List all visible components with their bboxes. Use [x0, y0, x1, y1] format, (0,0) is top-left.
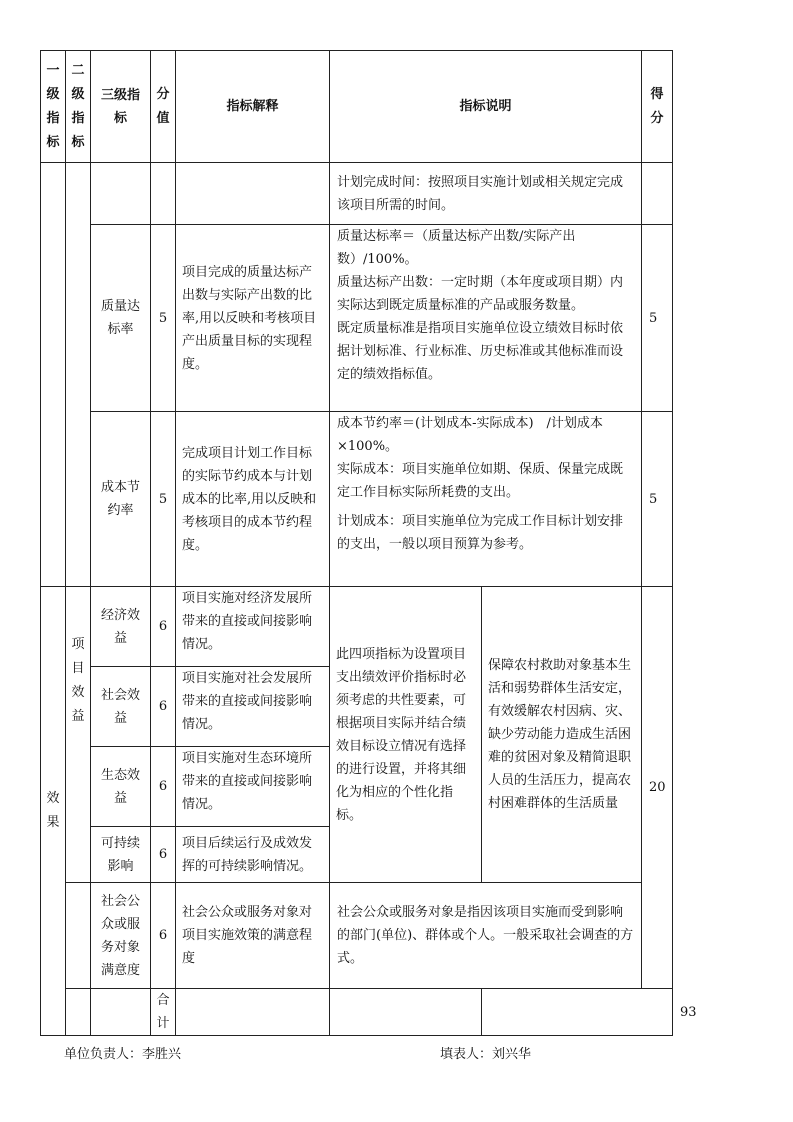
satisfaction-name: 社会公众或服务对象满意度	[91, 883, 151, 989]
economic-explanation: 项目实施对经济发展所带来的直接或间接影响情况。	[176, 587, 330, 667]
timeliness-description: 计划完成时间：按照项目实施计划或相关规定完成该项目所需的时间。	[330, 163, 642, 225]
header-score: 得分	[642, 51, 673, 163]
header-level2: 二级指标	[66, 51, 91, 163]
filler-signature: 填表人：刘兴华	[440, 1047, 532, 1062]
evaluation-table	[40, 50, 697, 1036]
ecological-explanation: 项目实施对生态环境所带来的直接或间接影响情况。	[176, 747, 330, 827]
table-header	[41, 51, 673, 163]
header-explanation: 指标解释	[176, 51, 330, 163]
header-level1: 一级指标	[41, 51, 66, 163]
social-explanation: 项目实施对社会发展所带来的直接或间接影响情况。	[176, 667, 330, 747]
quality-weight: 5	[151, 225, 176, 412]
social-weight: 6	[151, 667, 176, 747]
satisfaction-description: 社会公众或服务对象是指因该项目实施而受到影响的部门(单位)、群体或个人。一般采取社会调查的方式。	[330, 883, 642, 989]
total-label: 合计	[151, 989, 176, 1036]
ecological-name: 生态效益	[91, 747, 151, 827]
cost-name: 成本节约率	[91, 412, 151, 587]
common-description: 此四项指标为设置项目支出绩效评价指标时必须考虑的共性要素，可根据项目实际并结合绩效目标设立情况有选择的进行设置，并将其细化为相应的个性化指标。	[330, 587, 482, 883]
economic-name: 经济效益	[91, 587, 151, 667]
cost-description: 成本节约率＝(计划成本-实际成本) /计划成本×100%。 实际成本：项目实施单位如期、保质、保量完成既定工作目标实际所耗费的支出。 计划成本：项目实施单位为完成工作目标计划安排的支出，一般以项目预算为参考。	[330, 412, 642, 587]
cost-explanation: 完成项目计划工作目标的实际节约成本与计划成本的比率,用以反映和考核项目的成本节约程度。	[176, 412, 330, 587]
satisfaction-weight: 6	[151, 883, 176, 989]
goal-description: 保障农村救助对象基本生活和弱势群体生活安定，有效缓解农村因病、灾、缺少劳动能力造成生活困难的贫困对象及精简退职人员的生活压力，提高农村困难群体的生活质量	[482, 587, 642, 883]
sustainable-explanation: 项目后续运行及成效发挥的可持续影响情况。	[176, 827, 330, 883]
table-row-cost	[41, 412, 673, 587]
sustainable-weight: 6	[151, 827, 176, 883]
cost-score: 5	[642, 412, 673, 587]
sustainable-name: 可持续影响	[91, 827, 151, 883]
quality-name: 质量达标率	[91, 225, 151, 412]
effect-score: 20	[642, 587, 673, 989]
cost-weight: 5	[151, 412, 176, 587]
quality-explanation: 项目完成的质量达标产出数与实际产出数的比率,用以反映和考核项目产出质量目标的实现程度。	[176, 225, 330, 412]
ecological-weight: 6	[151, 747, 176, 827]
quality-description: 质量达标率＝（质量达标产出数/实际产出数）/100%。 质量达标产出数：一定时期（本年度或项目期）内实际达到既定质量标准的产品或服务数量。 既定质量标准是指项目实施单位设立绩效目标时依据计划标准、行业标准、历史标准或其他标准而设定的绩效指标值。	[330, 225, 642, 412]
header-description: 指标说明	[330, 51, 642, 163]
satisfaction-explanation: 社会公众或服务对象对项目实施效策的满意程度	[176, 883, 330, 989]
table-row-timeliness	[41, 163, 673, 225]
quality-score: 5	[642, 225, 673, 412]
table-row-quality	[41, 225, 673, 412]
header-weight: 分值	[151, 51, 176, 163]
unit-head-signature: 单位负责人：李胜兴	[64, 1047, 182, 1062]
social-name: 社会效益	[91, 667, 151, 747]
level2-project-benefit: 项目效益	[66, 883, 91, 989]
header-level3: 三级指标	[91, 51, 151, 163]
table-row-total: 合计 93	[41, 989, 673, 1036]
table-row-satisfaction	[41, 883, 673, 989]
economic-weight: 6	[151, 587, 176, 667]
table-row-economic	[41, 587, 673, 667]
level1-effect: 效果	[41, 587, 66, 1036]
